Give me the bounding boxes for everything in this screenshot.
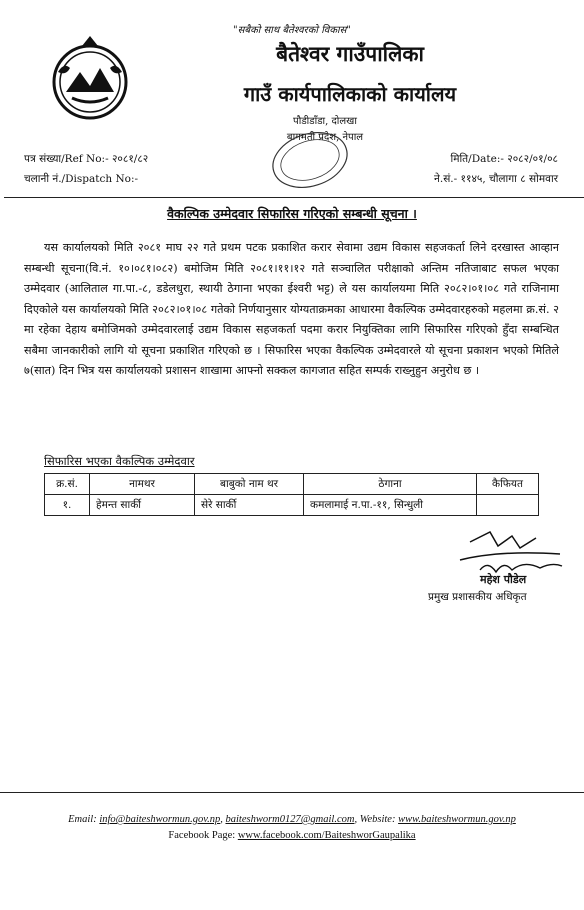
table-header-row — [45, 474, 539, 495]
table-row — [45, 495, 539, 516]
col-father-name: बाबुको नाम थर — [195, 474, 304, 495]
col-address: ठेगाना — [304, 474, 477, 495]
motto: "सबैको साथ बैतेश्वरको विकास" — [233, 25, 351, 36]
email-separator: , — [220, 814, 226, 825]
signatory-title: प्रमुख प्रशासकीय अधिकृत — [428, 591, 527, 603]
cell-name: हेमन्त सार्की — [90, 495, 195, 516]
email-label: Email: — [68, 814, 100, 825]
office-stamp — [268, 128, 352, 192]
website-link[interactable]: www.baiteshwormun.gov.np — [398, 814, 516, 825]
notice-subject — [0, 205, 584, 222]
address-line-1: पौडीडाँडा, दोलखा — [293, 116, 357, 127]
dispatch-number: चलानी नं./Dispatch No:- — [24, 173, 139, 185]
cell-remarks — [477, 495, 539, 516]
facebook-link[interactable]: www.facebook.com/BaiteshworGaupalika — [237, 830, 416, 841]
website-label: , Website: — [354, 814, 399, 825]
cell-father-name: सेरे सार्की — [195, 495, 304, 516]
header-divider — [4, 197, 584, 198]
notice-subject-text: वैकल्पिक उम्मेदवार सिफारिस गरिएको सम्बन्धी सूचना । — [167, 206, 417, 221]
address-line-2: बागमती प्रदेश, नेपाल — [286, 132, 364, 143]
email-link-1[interactable]: info@baiteshwormun.gov.np — [99, 814, 221, 825]
notice-body: यस कार्यालयको मिति २०८१ माघ २२ गते प्रथम पटक प्रकाशित करार सेवामा उद्यम विकास सहजकर्ता लिने दरखास्त आव्हान सम्बन्धी सूचना(वि.नं. १०।०८१।०८२) बमोजिम मिति २०८१।११।१२ गते सञ्चालित परीक्षाको अन्तिम नतिजाबाट सफल भएका उम्मेदवार (आलिताल गा.पा.-८, डडेलधुरा, स्थायी ठेगाना भएका ईश्वरी भट्ट) ले यस कार्यालयमा मिति २०८२।०१।०८ गते राजिनामा दिएकोले यस कार्यालयको मिति २०८२।०१।०८ गतेको निर्णयानुसार योग्यताक्रमका आधारमा वैकल्पिक उम्मेदवारहरुको महलमा क्र.सं. २ मा रहेका देहाय बमोजिमको उम्मेदवारलाई उद्यम विकास सहजकर्ता पदमा करार नियुक्तिका लागि सिफारिस गरिएको हुँदा सम्बन्धित सबैमा जानकारीको लागि यो सूचना प्रकाशित गरिएको छ । सिफारिस भएका वैकल्पिक उम्मेदवारले यो सूचना प्रकाशन भएको मितिले ७(सात) दिन भित्र यस कार्यालयको प्रशासन शाखामा आफ्नो सक्कल कागजात सहित सम्पर्क राख्नुहुन अनुरोध छ । — [24, 241, 559, 377]
footer-facebook — [0, 830, 584, 841]
email-link-2[interactable]: baiteshworm0127@gmail.com — [225, 814, 355, 825]
col-remarks: कैफियत — [477, 474, 539, 495]
signatory-name: महेश पौडेल — [480, 573, 527, 586]
candidate-table — [44, 473, 539, 516]
col-serial: क्र.सं. — [45, 474, 90, 495]
municipality-title: बैतेश्वर गाउँपालिका — [276, 42, 424, 66]
footer-contact — [0, 814, 584, 825]
footer-divider — [0, 792, 584, 793]
col-name: नामथर — [90, 474, 195, 495]
cell-serial: १. — [45, 495, 90, 516]
table-caption: सिफारिस भएका वैकल्पिक उम्मेदवार — [44, 454, 195, 468]
nepal-samvat-date: ने.सं.- ११४५, चौलागा ८ सोमवार — [434, 173, 558, 185]
facebook-label: Facebook Page: — [168, 830, 238, 841]
ref-number: पत्र संख्या/Ref No:- २०८१/८२ — [24, 153, 149, 165]
nepal-emblem-logo — [44, 32, 136, 124]
cell-address: कमलामाई न.पा.-११, सिन्धुली — [304, 495, 477, 516]
letter-date: मिति/Date:- २०८२/०१/०८ — [450, 153, 558, 165]
office-title: गाउँ कार्यपालिकाको कार्यालय — [243, 82, 457, 106]
